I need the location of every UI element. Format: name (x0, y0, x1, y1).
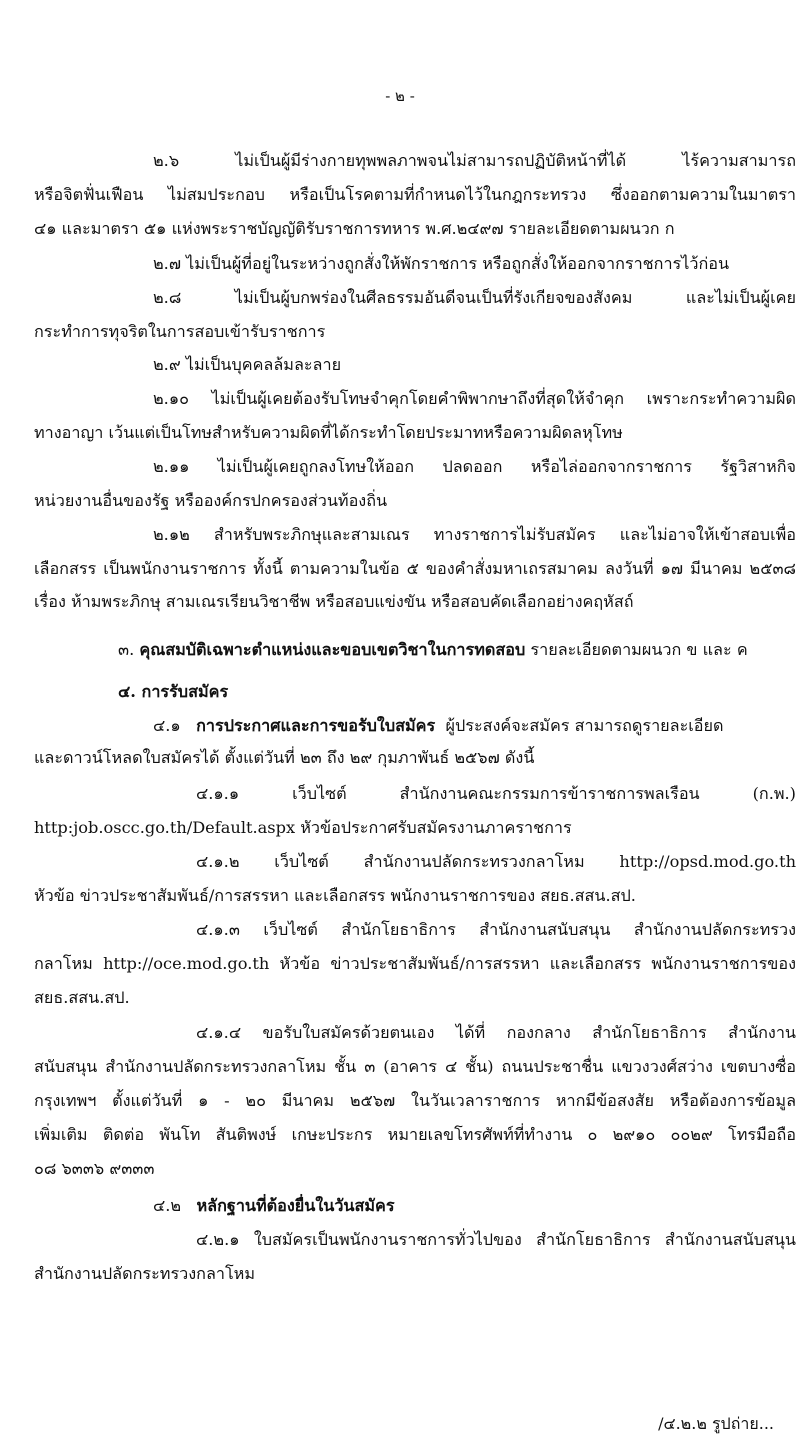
item-4-1-2-line-2: หัวข้อ ข่าวประชาสัมพันธ์/การสรรหา และเลือกสรร พนักงานราชการของ สยธ.สสน.สป. (34, 886, 636, 905)
item-4-1-1-line-2: http:job.oscc.go.th/Default.aspx หัวข้อประกาศรับสมัครงานภาคราชการ (34, 818, 572, 837)
item-2-8-line-1: ๒.๘ ไม่เป็นผู้บกพร่องในศีลธรรมอันดีจนเป็นที่รังเกียจของสังคม และไม่เป็นผู้เคย (153, 288, 796, 307)
item-4-1-4-line-2: สนับสนุน สำนักงานปลัดกระทรวงกลาโหม ชั้น ๓ (อาคาร ๔ ชั้น) ถนนประชาชื่น แขวงวงศ์สว่าง เขตบางซื่อ (34, 1057, 796, 1076)
item-2-8-line-2: กระทำการทุจริตในการสอบเข้ารับราชการ (34, 322, 326, 341)
item-4-2-1-line-2: สำนักงานปลัดกระทรวงกลาโหม (34, 1264, 255, 1283)
section-3-number: ๓. (118, 640, 135, 659)
item-2-12-line-2: เลือกสรร เป็นพนักงานราชการ ทั้งนี้ ตามความในข้อ ๕ ของคำสั่งมหาเถรสมาคม ลงวันที่ ๑๗ มีนาคม ๒๕๓๘ (34, 559, 796, 578)
item-4-2-1-line-1: ๔.๒.๑ ใบสมัครเป็นพนักงานราชการทั่วไปของ สำนักโยธาธิการ สำนักงานสนับสนุน (196, 1230, 796, 1249)
item-4-1-3-line-3: สยธ.สสน.สป. (34, 988, 130, 1007)
item-2-11-line-2: หน่วยงานอื่นของรัฐ หรือองค์กรปกครองส่วนท้องถิ่น (34, 491, 388, 510)
item-2-12-line-1: ๒.๑๒ สำหรับพระภิกษุและสามเณร ทางราชการไม่รับสมัคร และไม่อาจให้เข้าสอบเพื่อ (153, 525, 796, 544)
section-3-title: คุณสมบัติเฉพาะตำแหน่งและขอบเขตวิชาในการทดสอบ (139, 640, 526, 659)
item-4-1-4-line-3: กรุงเทพฯ ตั้งแต่วันที่ ๑ - ๒๐ มีนาคม ๒๕๖๗ ในวันเวลาราชการ หากมีข้อสงสัย หรือต้องการข้อมูล (34, 1091, 796, 1110)
item-4-1-title: การประกาศและการขอรับใบสมัคร (196, 716, 436, 735)
item-4-1-2-line-1: ๔.๑.๒ เว็บไซต์ สำนักงานปลัดกระทรวงกลาโหม http://opsd.mod.go.th (196, 852, 796, 871)
item-4-1-3-line-2: กลาโหม http://oce.mod.go.th หัวข้อ ข่าวประชาสัมพันธ์/การสรรหา และเลือกสรร พนักงานราชการของ (34, 954, 796, 973)
item-2-10-line-2: ทางอาญา เว้นแต่เป็นโทษสำหรับความผิดที่ได้กระทำโดยประมาทหรือความผิดลหุโทษ (34, 423, 623, 442)
item-4-1-4-line-1: ๔.๑.๔ ขอรับใบสมัครด้วยตนเอง ได้ที่ กองกลาง สำนักโยธาธิการ สำนักงาน (196, 1023, 796, 1042)
item-4-1-detail: ผู้ประสงค์จะสมัคร สามารถดูรายละเอียด (445, 716, 724, 735)
section-4-heading (118, 682, 228, 702)
item-2-7: ๒.๗ ไม่เป็นผู้ที่อยู่ในระหว่างถูกสั่งให้พักราชการ หรือถูกสั่งให้ออกจากราชการไว้ก่อน (153, 254, 730, 273)
section-4-title: ๔. การรับสมัคร (118, 682, 229, 701)
section-3-heading (118, 640, 748, 660)
item-4-1-4-line-5: ๐๘ ๖๓๓๖ ๙๓๓๓ (34, 1159, 155, 1178)
item-4-2-title: หลักฐานที่ต้องยื่นในวันสมัคร (196, 1196, 395, 1215)
item-4-1-line-1 (153, 716, 724, 736)
item-4-1-line-2: และดาวน์โหลดใบสมัครได้ ตั้งแต่วันที่ ๒๓ ถึง ๒๙ กุมภาพันธ์ ๒๕๖๗ ดังนี้ (34, 748, 535, 767)
item-2-9: ๒.๙ ไม่เป็นบุคคลล้มละลาย (153, 355, 342, 374)
item-2-11-line-1: ๒.๑๑ ไม่เป็นผู้เคยถูกลงโทษให้ออก ปลดออก หรือไล่ออกจากราชการ รัฐวิสาหกิจ (153, 457, 796, 476)
page-number: - ๒ - (385, 87, 415, 105)
item-2-6-line-3: ๔๑ และมาตรา ๕๑ แห่งพระราชบัญญัติรับราชการทหาร พ.ศ.๒๔๙๗ รายละเอียดตามผนวก ก (34, 219, 675, 238)
item-4-1-4-line-4: เพิ่มเติม ติดต่อ พันโท สันติพงษ์ เกษะประกร หมายเลขโทรศัพท์ที่ทำงาน ๐ ๒๙๑๐ ๐๐๒๙ โทรมือถือ (34, 1125, 796, 1144)
item-4-1-1-line-1: ๔.๑.๑ เว็บไซต์ สำนักงานคณะกรรมการข้าราชการพลเรือน (ก.พ.) (196, 784, 796, 803)
continuation-note: /๔.๒.๒ รูปถ่าย... (658, 1414, 774, 1433)
item-4-1-number: ๔.๑ (153, 716, 181, 735)
section-3-detail: รายละเอียดตามผนวก ข และ ค (530, 640, 748, 659)
item-4-2-number: ๔.๒ (153, 1196, 182, 1215)
item-2-6-line-2: หรือจิตฟั่นเฟือน ไม่สมประกอบ หรือเป็นโรคตามที่กำหนดไว้ในกฎกระทรวง ซึ่งออกตามความในมาตรา (34, 185, 796, 204)
item-4-2-heading (153, 1196, 395, 1216)
item-2-10-line-1: ๒.๑๐ ไม่เป็นผู้เคยต้องรับโทษจำคุกโดยคำพิพากษาถึงที่สุดให้จำคุก เพราะกระทำความผิด (153, 389, 796, 408)
item-2-12-line-3: เรื่อง ห้ามพระภิกษุ สามเณรเรียนวิชาชีพ หรือสอบแข่งขัน หรือสอบคัดเลือกอย่างคฤหัสถ์ (34, 592, 634, 611)
item-4-1-3-line-1: ๔.๑.๓ เว็บไซต์ สำนักโยธาธิการ สำนักงานสนับสนุน สำนักงานปลัดกระทรวง (196, 920, 796, 939)
item-2-6-line-1: ๒.๖ ไม่เป็นผู้มีร่างกายทุพพลภาพจนไม่สามารถปฏิบัติหน้าที่ได้ ไร้ความสามารถ (153, 151, 796, 170)
